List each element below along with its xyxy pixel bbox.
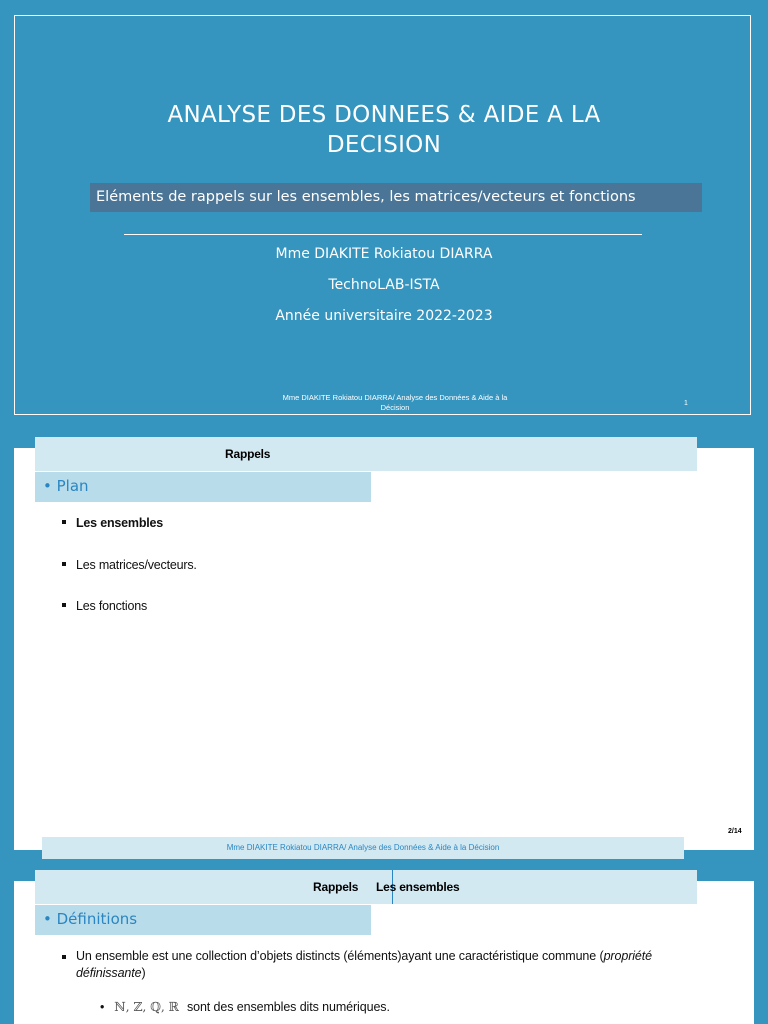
definition-italic-2: définissante [76, 966, 142, 980]
list-item-label: Les matrices/vecteurs. [76, 558, 197, 572]
slide-header [35, 437, 697, 471]
list-item [62, 516, 163, 530]
list-item [62, 599, 147, 613]
list-item [62, 951, 76, 965]
divider [124, 234, 642, 235]
title-line-2: DECISION [326, 132, 442, 158]
header-title: Rappels [225, 447, 271, 461]
title-slide [0, 0, 768, 430]
section-heading [35, 905, 371, 935]
list-item-label: Les fonctions [76, 599, 148, 613]
sub-list-item [100, 998, 700, 1016]
footer-line-2: Décision [380, 403, 410, 412]
bullet-icon [62, 520, 66, 524]
slide-frame [14, 15, 751, 415]
section-heading [35, 472, 371, 502]
slide-footer [250, 393, 540, 413]
plan-slide [14, 448, 754, 850]
list-item-label: Les ensembles [76, 516, 164, 530]
bullet-icon [62, 603, 66, 607]
definition-italic-1: propriété [603, 949, 653, 963]
title-line-1: ANALYSE DES DONNEES & AIDE A LA [167, 102, 601, 128]
bullet-icon [62, 562, 66, 566]
definition-text [76, 948, 746, 982]
section-title: • Plan [43, 477, 89, 495]
footer-line-1: Mme DIAKITE Rokiatou DIARRA/ Analyse des Données & Aide à la [282, 393, 508, 402]
list-item [62, 558, 197, 572]
header-subtitle: Les ensembles [376, 880, 460, 894]
author-name: Mme DIAKITE Rokiatou DIARRA [275, 246, 493, 262]
slide-header [35, 870, 697, 904]
slide-footer: Mme DIAKITE Rokiatou DIARRA/ Analyse des Données & Aide à la Décision [42, 837, 684, 859]
page-number: 1 [684, 400, 688, 407]
definitions-slide [14, 881, 754, 1024]
number-sets: ℕ, ℤ, ℚ, ℝ [114, 999, 179, 1014]
section-title: • Définitions [43, 910, 138, 928]
sub-item-label: sont des ensembles dits numériques. [186, 1000, 390, 1014]
slide-title [60, 100, 708, 160]
page-number: 2/14 [728, 828, 742, 835]
academic-year: Année universitaire 2022-2023 [275, 308, 493, 324]
definition-body: Un ensemble est une collection d’objets distincts (éléments)ayant une caractéristique commune ( [76, 949, 604, 963]
institution-name: TechnoLAB-ISTA [328, 277, 440, 293]
header-title: Rappels [313, 880, 359, 894]
bullet-icon [62, 955, 66, 959]
definition-close: ) [141, 966, 146, 980]
sub-bullet-icon: • [100, 1000, 105, 1014]
slide-subtitle: Eléments de rappels sur les ensembles, les matrices/vecteurs et fonctions [90, 183, 702, 212]
